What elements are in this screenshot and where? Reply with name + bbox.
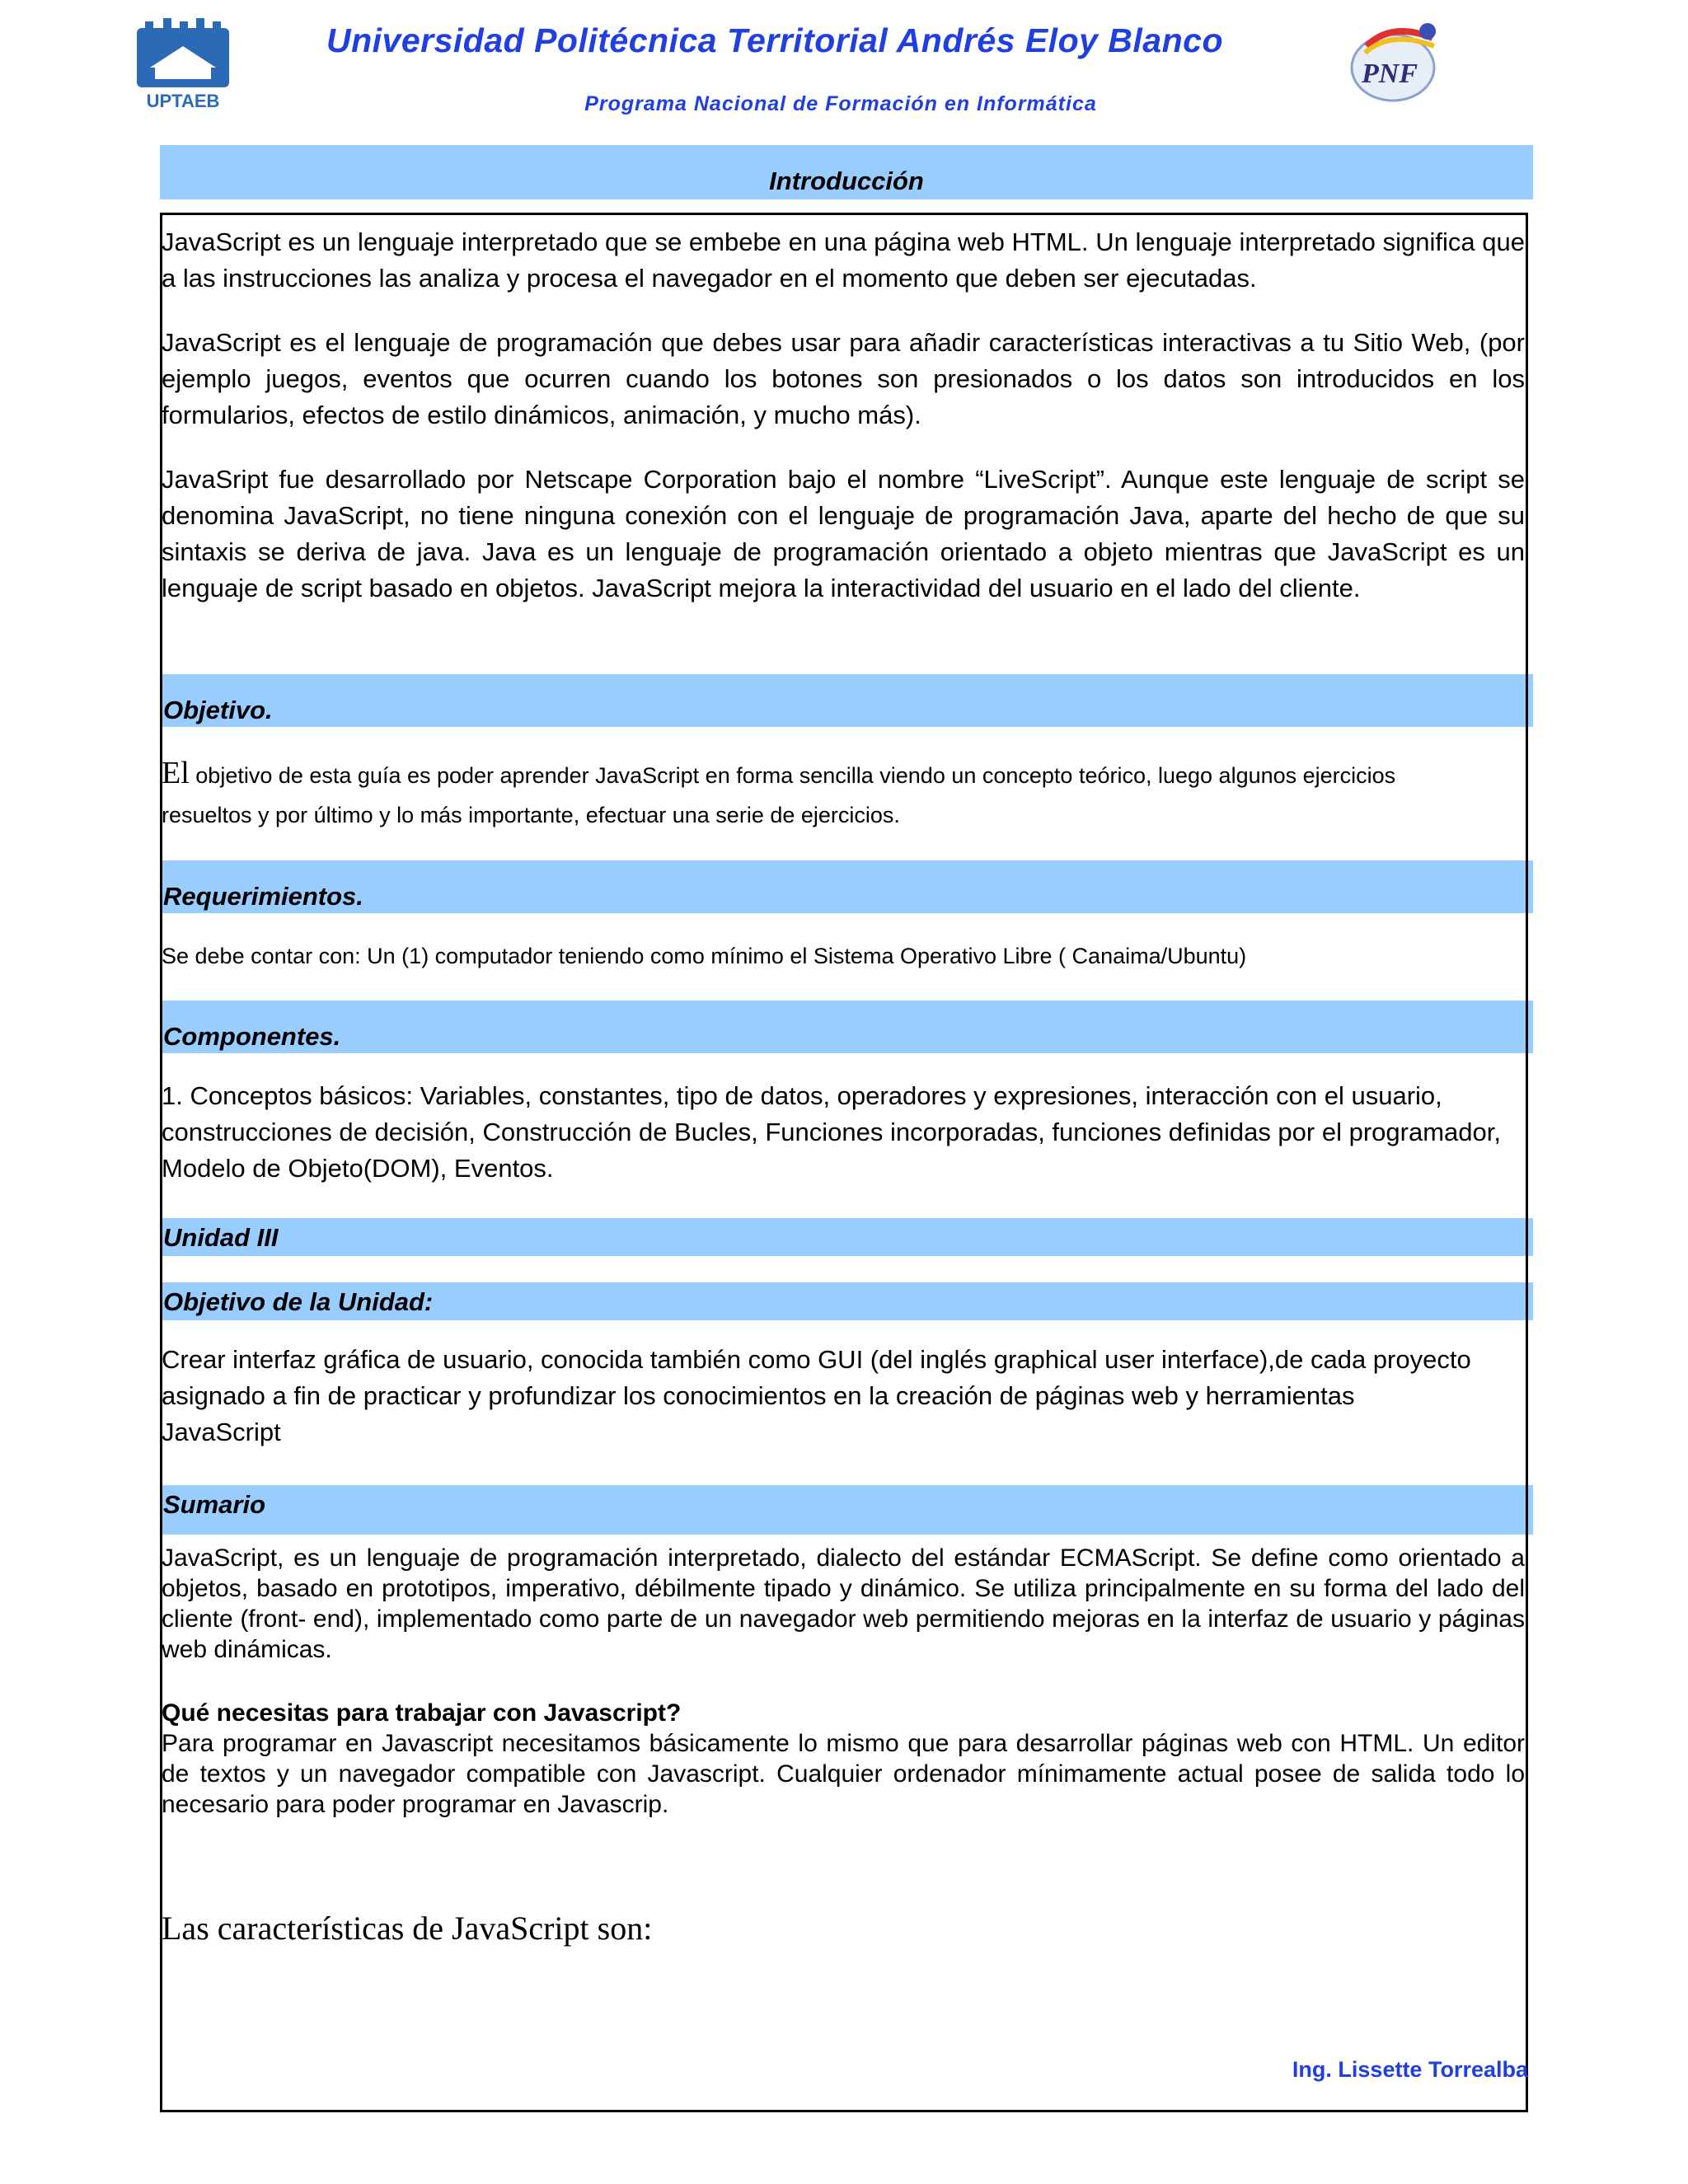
objective-text — [162, 753, 1480, 835]
requirements-text: Se debe contar con: Un (1) computador teniendo como mínimo el Sistema Operativo Libre ( Canaima/Ubuntu) — [162, 944, 1247, 968]
summary-text: JavaScript, es un lenguaje de programación interpretado, dialecto del estándar ECMAScript. Se define como orientado a objetos, basado en prototipos, imperativo, débilmente tipado y dinámico. Se utiliza principalmente en su forma del lado del cliente (front- end), implementado como parte de un navegador web permitiendo mejoras en la interfaz de usuario y páginas web dinámicas. — [162, 1544, 1525, 1663]
intro-paragraph-2: JavaScript es el lenguaje de programación que debes usar para añadir características interactivas a tu Sitio Web, (por ejemplo juegos, eventos que ocurren cuando los botones son presionados o los datos son introducidos en los formularios, efectos de estilo dinámicos, animación, y mucho más). — [162, 328, 1525, 429]
intro-title: Introducción — [769, 166, 924, 195]
question-heading: Qué necesitas para trabajar con Javascript? — [162, 1699, 682, 1727]
components-text: 1. Conceptos básicos: Variables, constantes, tipo de datos, operadores y expresiones, interacción con el usuario, construcciones de decisión, Construcción de Bucles, Funciones incorporadas, funciones definidas por el programador, Modelo de Objeto(DOM), Eventos. — [162, 1081, 1501, 1183]
summary-title: Sumario — [163, 1490, 266, 1519]
objective-first-word: El — [162, 756, 190, 790]
program-title: Programa Nacional de Formación en Informática — [584, 92, 1097, 115]
features-heading: Las características de JavaScript son: — [162, 1910, 653, 1947]
question-answer: Para programar en Javascript necesitamos básicamente lo mismo que para desarrollar páginas web con HTML. Un editor de textos y un navegador compatible con Javascript. Cualquier ordenador mínimamente actual posee de salida todo lo necesario para poder programar en Javascrip. — [162, 1730, 1525, 1818]
unit-objective-text: Crear interfaz gráfica de usuario, conocida también como GUI (del inglés graphical user interface),de cada proyecto asignado a fin de practicar y profundizar los conocimientos en la creación de páginas web y herramientas JavaScript — [162, 1345, 1471, 1446]
components-title: Componentes. — [163, 1022, 341, 1051]
uptaeb-logo-text: UPTAEB — [146, 91, 220, 111]
intro-paragraph-3: JavaSript fue desarrollado por Netscape Corporation bajo el nombre “LiveScript”. Aunque este lenguaje de script se denomina JavaScript, no tiene ninguna conexión con el lenguaje de programación Java, aparte del hecho de que su sintaxis se deriva de java. Java es un lenguaje de programación orientado a objeto mientras que JavaScript es un lenguaje de script basado en objetos. JavaScript mejora la interactividad del usuario en el lado del cliente. — [162, 465, 1525, 602]
intro-paragraph-1: JavaScript es un lenguaje interpretado que se embebe en una página web HTML. Un lenguaje interpretado significa que a las instrucciones las analiza y procesa el navegador en el momento que deben ser ejecutadas. — [162, 227, 1525, 293]
objective-body: objetivo de esta guía es poder aprender JavaScript en forma sencilla viendo un concepto teórico, luego algunos ejercicios resueltos y por último y lo más importante, efectuar una serie de ejercicios. — [162, 763, 1396, 827]
pnf-logo — [1342, 13, 1447, 109]
author-credit: Ing. Lissette Torrealba — [1292, 2057, 1528, 2082]
intro-band — [160, 145, 1533, 199]
university-title: Universidad Politécnica Territorial Andrés Eloy Blanco — [326, 21, 1223, 59]
objective-title: Objetivo. — [163, 696, 273, 724]
unit-objective-title: Objetivo de la Unidad: — [163, 1287, 434, 1316]
unit-title: Unidad III — [163, 1223, 279, 1252]
requirements-title: Requerimientos. — [163, 882, 363, 911]
uptaeb-logo — [130, 18, 236, 114]
pnf-logo-text: PNF — [1362, 59, 1418, 89]
